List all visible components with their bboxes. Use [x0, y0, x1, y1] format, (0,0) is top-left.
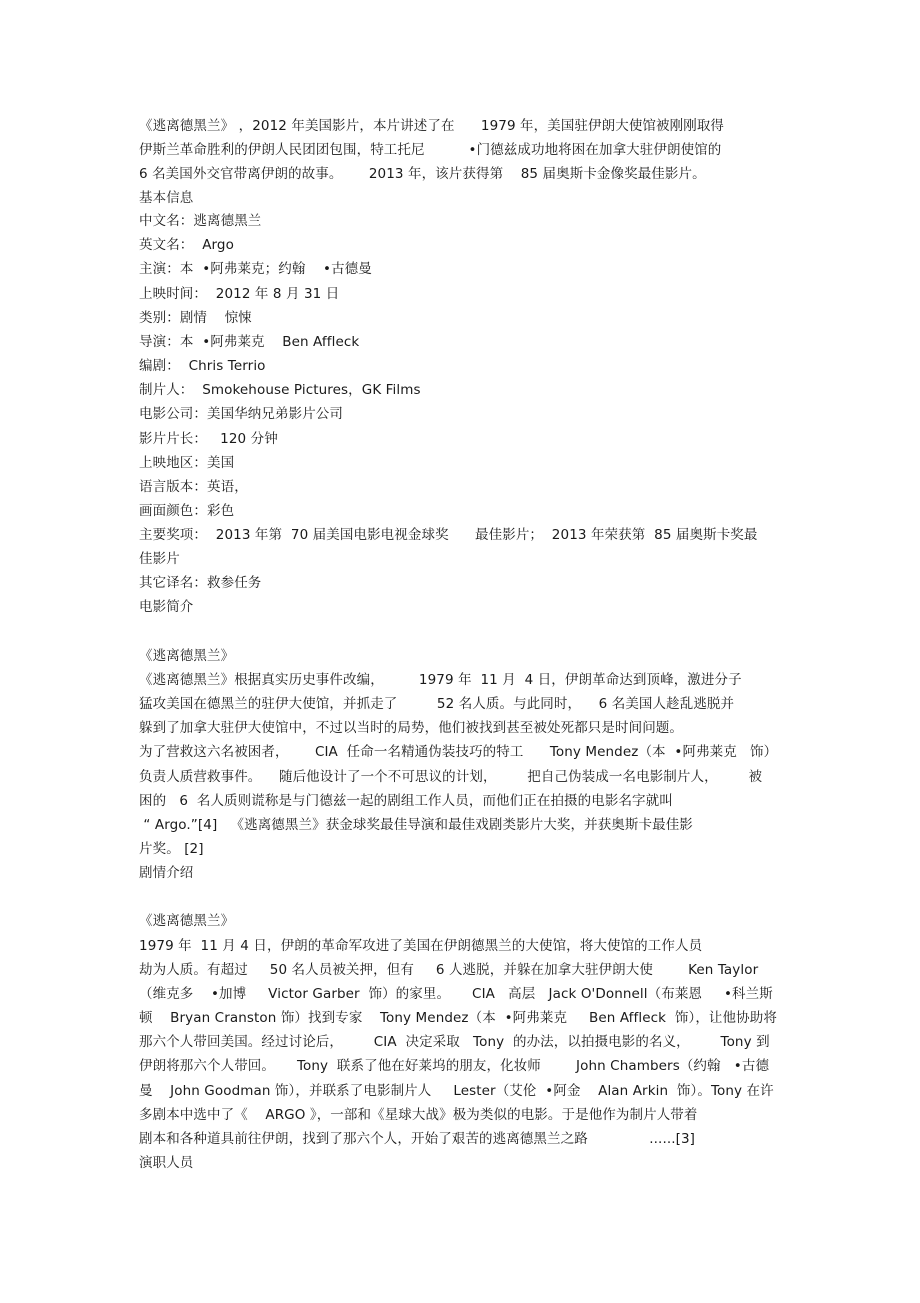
- plot-line: 那六个人带回美国。经过讨论后， CIA 决定采取 Tony 的办法，以拍摄电影的名义， Tony 到: [139, 1034, 770, 1050]
- info-field-director: [139, 332, 359, 352]
- info-field-awards: [139, 525, 758, 545]
- info-field-producer: [139, 380, 421, 400]
- info-field-color: [139, 501, 234, 521]
- field-value: 美国: [207, 455, 235, 471]
- info-field-chinese-name: [139, 211, 261, 231]
- intro-line: 伊斯兰革命胜利的伊朗人民团团包围，特工托尼 •门德兹成功地将困在加拿大驻伊朗使馆的: [139, 142, 722, 158]
- plot-line: 伊朗将那六个人带回。 Tony 联系了他在好莱坞的朋友，化妆师 John Chambers（约翰 •古德: [139, 1058, 770, 1074]
- field-label: 编剧：: [139, 358, 180, 374]
- intro-line: 6 名美国外交官带离伊朗的故事。 2013 年，该片获得第 85 届奥斯卡金像奖最佳影片。: [139, 166, 706, 182]
- field-label: 导演：: [139, 334, 180, 350]
- field-label: 中文名：: [139, 213, 194, 229]
- field-label: 画面颜色：: [139, 503, 207, 519]
- field-value: 佳影片: [139, 551, 180, 567]
- field-value: 美国华纳兄弟影片公司: [207, 406, 343, 422]
- field-value: 英语，: [207, 479, 248, 495]
- field-label: 其它译名：: [139, 575, 207, 591]
- info-field-other-names: [139, 573, 261, 593]
- field-value: 逃离德黑兰: [193, 213, 262, 229]
- field-value: 剧情 惊悚: [179, 310, 252, 326]
- field-value: 救参任务: [207, 575, 262, 591]
- field-value: 2012 年 8 月 31 日: [207, 286, 340, 302]
- info-field-runtime: [139, 429, 278, 449]
- field-value: Smokehouse Pictures，GK Films: [193, 382, 421, 398]
- synopsis-line: 《逃离德黑兰》根据真实历史事件改编， 1979 年 11 月 4 日，伊朗革命达到顶峰，激进分子: [139, 672, 742, 688]
- info-field-language: [139, 477, 248, 497]
- info-field-genre: [139, 308, 252, 328]
- plot-line: 多剧本中选中了《 ARGO 》，一部和《星球大战》极为类似的电影。于是他作为制片人带着: [139, 1107, 698, 1123]
- info-field-starring: [139, 259, 372, 279]
- info-field-english-name: [139, 235, 234, 255]
- field-value: Chris Terrio: [179, 358, 266, 374]
- field-label: 英文名：: [139, 237, 194, 253]
- info-field-release-date: [139, 284, 339, 304]
- field-value: 本 •阿弗莱克 Ben Affleck: [179, 334, 360, 350]
- synopsis-line: “ Argo.”[4] 《逃离德黑兰》获金球奖最佳导演和最佳戏剧类影片大奖，并获奥斯卡最佳影: [139, 817, 693, 833]
- plot-line: 剧本和各种道具前往伊朗，找到了那六个人，开始了艰苦的逃离德黑兰之路 ......[3]: [139, 1131, 696, 1147]
- field-label: 电影公司：: [139, 406, 207, 422]
- plot-line: 劫为人质。有超过 50 名人员被关押，但有 6 人逃脱，并躲在加拿大驻伊朗大使 Ken Taylor: [139, 962, 759, 978]
- plot-line: 1979 年 11 月 4 日，伊朗的革命军攻进了美国在伊朗德黑兰的大使馆，将大使馆的工作人员: [139, 938, 703, 954]
- synopsis-line: 片奖。 [2]: [139, 841, 204, 857]
- section-heading-basic-info: 基本信息: [139, 190, 194, 206]
- section-heading-plot: 剧情介绍: [139, 865, 194, 881]
- info-field-screenwriter: [139, 356, 266, 376]
- info-field-region: [139, 453, 234, 473]
- info-field-studio: [139, 404, 343, 424]
- synopsis-line: 为了营救这六名被困者， CIA 任命一名精通伪装技巧的特工 Tony Mendez（本 •阿弗莱克 饰）: [139, 744, 778, 760]
- info-field-awards-continued: [139, 549, 180, 569]
- synopsis-line: 躲到了加拿大驻伊大使馆中，不过以当时的局势，他们被找到甚至被处死都只是时间问题。: [139, 720, 683, 736]
- field-value: 2013 年第 70 届美国电影电视金球奖 最佳影片； 2013 年荣获第 85 届奥斯卡奖最: [207, 527, 758, 543]
- section-heading-synopsis: 电影简介: [139, 599, 194, 615]
- field-label: 制片人：: [139, 382, 194, 398]
- field-label: 语言版本：: [139, 479, 207, 495]
- field-value: 120 分钟: [207, 431, 278, 447]
- field-label: 主要奖项：: [139, 527, 207, 543]
- synopsis-title: 《逃离德黑兰》: [139, 648, 235, 664]
- field-value: Argo: [193, 237, 234, 253]
- field-label: 上映地区：: [139, 455, 207, 471]
- synopsis-line: 负责人质营救事件。 随后他设计了一个不可思议的计划， 把自己伪装成一名电影制片人， 被: [139, 769, 763, 785]
- plot-line: 曼 John Goodman 饰），并联系了电影制片人 Lester（艾伦 •阿金 Alan Arkin 饰）。Tony 在许: [139, 1083, 774, 1099]
- field-label: 主演：: [139, 261, 180, 277]
- plot-line: （维克多 •加博 Victor Garber 饰）的家里。 CIA 高层 Jack O'Donnell（布莱恩 •科兰斯: [139, 986, 773, 1002]
- section-heading-cast: 演职人员: [139, 1155, 194, 1171]
- field-value: 彩色: [207, 503, 235, 519]
- synopsis-line: 困的 6 名人质则谎称是与门德兹一起的剧组工作人员，而他们正在拍摄的电影名字就叫: [139, 793, 673, 809]
- plot-line: 顿 Bryan Cranston 饰）找到专家 Tony Mendez（本 •阿弗莱克 Ben Affleck 饰），让他协助将: [139, 1010, 777, 1026]
- synopsis-line: 猛攻美国在德黑兰的驻伊大使馆，并抓走了 52 名人质。与此同时， 6 名美国人趁乱逃脱并: [139, 696, 735, 712]
- intro-line: 《逃离德黑兰》 ，2012 年美国影片，本片讲述了在 1979 年，美国驻伊朗大使馆被刚刚取得: [139, 118, 725, 134]
- field-label: 类别：: [139, 310, 180, 326]
- field-label: 上映时间：: [139, 286, 207, 302]
- field-label: 影片片长：: [139, 431, 207, 447]
- plot-title: 《逃离德黑兰》: [139, 913, 235, 929]
- field-value: 本 •阿弗莱克；约翰 •古德曼: [179, 261, 372, 277]
